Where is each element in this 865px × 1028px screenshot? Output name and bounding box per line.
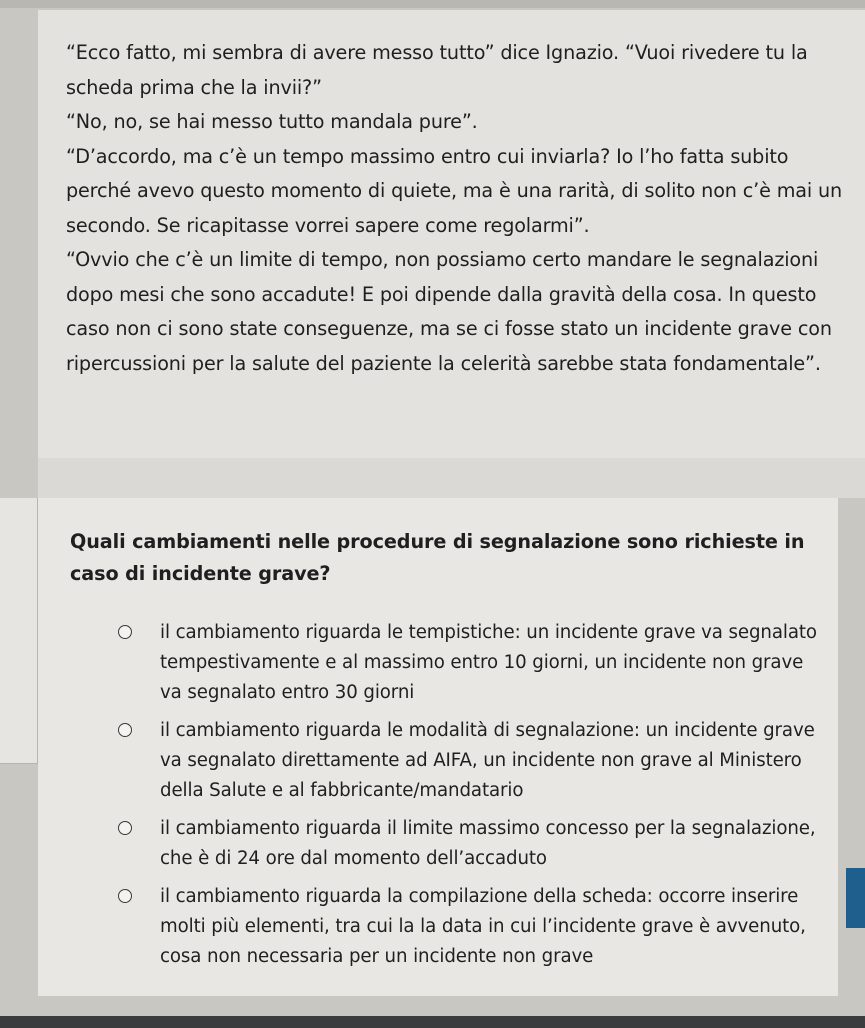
- answer-option-label: il cambiamento riguarda le modalità di segnalazione: un incidente grave va segnalato direttamente ad AIFA, un incidente non grave al Ministero della Salute e al fabbricante/mandatario: [160, 720, 815, 801]
- answer-option-label: il cambiamento riguarda le tempistiche: un incidente grave va segnalato tempestivamente e al massimo entro 10 giorni, un incidente non grave va segnalato entro 30 giorni: [160, 622, 817, 703]
- passage-paragraph-1: “Ecco fatto, mi sembra di avere messo tutto” dice Ignazio. “Vuoi rivedere tu la scheda prima che la invii?”: [66, 41, 808, 99]
- section-divider: [38, 458, 865, 498]
- answer-option-3[interactable]: [70, 814, 818, 874]
- radio-button-icon[interactable]: [118, 821, 132, 835]
- side-tab[interactable]: [846, 868, 865, 928]
- passage-paragraph-3: “D’accordo, ma c’è un tempo massimo entro cui inviarla? Io l’ho fatta subito perché avevo questo momento di quiete, ma è una rarità, di solito non c’è mai un secondo. Se ricapitasse vorrei sapere come regolarmi”.: [66, 144, 842, 237]
- passage-paragraph-4: “Ovvio che c’è un limite di tempo, non possiamo certo mandare le segnalazioni dopo mesi che sono accadute! E poi dipende dalla gravità della cosa. In questo caso non ci sono state conseguenze, ma se ci fosse stato un incidente grave con ripercussioni per la salute del paziente la celerità sarebbe stata fondamentale”.: [66, 248, 832, 375]
- answer-option-4[interactable]: [70, 882, 818, 972]
- answer-option-2[interactable]: [70, 716, 818, 806]
- answer-option-label: il cambiamento riguarda il limite massimo concesso per la segnalazione, che è di 24 ore dal momento dell’accaduto: [160, 818, 816, 869]
- left-frame: [0, 498, 38, 764]
- answer-options: [70, 618, 818, 972]
- passage-paragraph-2: “No, no, se hai messo tutto mandala pure”.: [66, 110, 478, 133]
- passage-panel: [38, 10, 865, 458]
- answer-option-1[interactable]: [70, 618, 818, 708]
- top-strip: [0, 0, 865, 8]
- radio-button-icon[interactable]: [118, 625, 132, 639]
- bottom-bar: [0, 1016, 865, 1028]
- radio-button-icon[interactable]: [118, 889, 132, 903]
- question-card: [38, 498, 838, 996]
- question-text: Quali cambiamenti nelle procedure di segnalazione sono richieste in caso di incidente grave?: [70, 530, 805, 585]
- radio-button-icon[interactable]: [118, 723, 132, 737]
- answer-option-label: il cambiamento riguarda la compilazione della scheda: occorre inserire molti più elementi, tra cui la la data in cui l’incidente grave è avvenuto, cosa non necessaria per un incidente non grave: [160, 886, 806, 967]
